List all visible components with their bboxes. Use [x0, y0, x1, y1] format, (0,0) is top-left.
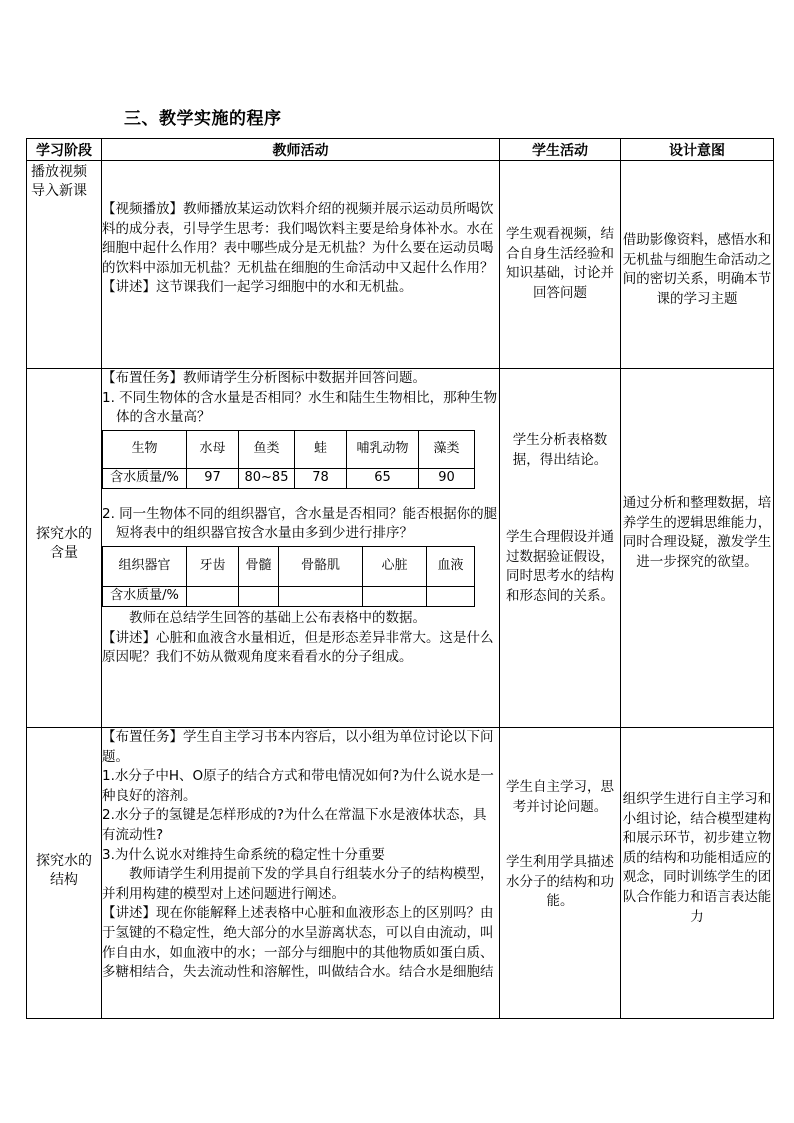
organism-water-table — [102, 430, 475, 489]
table-cell: 65 — [347, 468, 419, 488]
teacher-intro: 【布置任务】教师请学生分析图标中数据并回答问题。 — [102, 370, 426, 386]
table-cell: 血液 — [427, 546, 475, 586]
teacher-lecture: 【讲述】心脏和血液含水量相近，但是形态差异非常大。这是什么原因呢？我们不妨从微观角度来看看水的分子组成。 — [102, 629, 494, 666]
table-cell — [279, 586, 363, 606]
table-cell: 97 — [187, 468, 239, 488]
teaching-procedure-table — [26, 138, 774, 1019]
design-text: 组织学生进行自主学习和小组讨论，结合模型建构和展示环节，初步建立物质的结构和功能相适应的观念，同时训练学生的团队合作能力和语言表达能力 — [622, 791, 772, 925]
table-cell: 鱼类 — [239, 430, 295, 468]
teacher-paragraph: 3.为什么说水对维持生命系统的稳定性十分重要 — [102, 846, 385, 863]
table-cell: 90 — [419, 468, 475, 488]
stage-cell — [27, 161, 102, 369]
teacher-paragraph: 【讲述】这节课我们一起学习细胞中的水和无机盐。 — [102, 279, 413, 296]
table-cell: 藻类 — [419, 430, 475, 468]
organ-water-table — [102, 546, 475, 607]
table-cell: 哺乳动物 — [347, 430, 419, 468]
table-cell: 组织器官 — [103, 546, 187, 586]
teacher-paragraph: 教师请学生利用提前下发的学具自行组装水分子的结构模型，并利用构建的模型对上述问题进行阐述。 — [102, 866, 494, 902]
stage-label: 探究水的含量 — [36, 526, 92, 561]
table-header-row — [27, 139, 774, 161]
teacher-activity-cell — [102, 161, 500, 369]
table-cell: 骨髓 — [239, 546, 279, 586]
table-cell: 牙齿 — [187, 546, 239, 586]
teacher-activity-cell — [102, 728, 500, 1019]
design-intent-cell — [621, 161, 774, 369]
design-intent-cell — [621, 728, 774, 1019]
question-2: 2. 同一生物体不同的组织器官，含水量是否相同？能否根据你的腿短将表中的组织器官按含水量由多到少进行排序？ — [102, 505, 498, 542]
design-intent-cell — [621, 369, 774, 728]
header-teacher-activity: 教师活动 — [102, 139, 500, 161]
stage-label: 播放视频导入新课 — [31, 164, 87, 199]
teacher-paragraph: 2.水分子的氢键是怎样形成的?为什么在常温下水是液体状态，具有流动性? — [102, 807, 487, 843]
header-design-intent: 设计意图 — [621, 139, 774, 161]
design-text: 通过分析和整理数据，培养学生的逻辑思维能力，同时合理设疑，激发学生进一步探究的欲望。 — [622, 495, 772, 570]
teacher-paragraph: 【布置任务】学生自主学习书本内容后，以小组为单位讨论以下问题。 — [102, 729, 494, 765]
student-text: 学生利用学具描述水分子的结构和功能。 — [506, 854, 614, 910]
teacher-summary: 教师在总结学生回答的基础上公布表格中的数据。 — [129, 609, 426, 626]
table-cell: 含水质量/% — [103, 468, 187, 488]
student-text: 学生自主学习，思考并讨论问题。 — [506, 779, 614, 815]
teacher-paragraph: 【讲述】现在你能解释上述表格中心脏和血液形态上的区别吗？由于氢键的不稳定性，绝大部分的水呈游离状态，可以自由流动，叫作自由水，如血液中的水；一部分与细胞中的其他物质如蛋白质、多糖相结合，失去流动性和溶解性，叫做结合水。结合水是细胞结 — [102, 905, 494, 981]
table-cell: 蛙 — [295, 430, 347, 468]
student-activity-cell — [500, 369, 621, 728]
stage-cell — [27, 728, 102, 1019]
student-text: 学生观看视频，结合自身生活经验和知识基础，讨论并回答问题 — [506, 226, 614, 301]
table-cell: 骨骼肌 — [279, 546, 363, 586]
teacher-paragraph: 【视频播放】教师播放某运动饮料介绍的视频并展示运动员所喝饮料的成分表，引导学生思考：我们喝饮料主要是给身体补水。水在细胞中起什么作用？表中哪些成分是无机盐？为什么要在运动员喝的饮料中添加无机盐？无机盐在细胞的生命活动中又起什么作用？ — [102, 201, 494, 276]
student-activity-cell — [500, 728, 621, 1019]
table-cell: 生物 — [103, 430, 187, 468]
table-row — [27, 369, 774, 728]
table-cell: 含水质量/% — [103, 586, 187, 606]
design-text: 借助影像资料，感悟水和无机盐与细胞生命活动之间的密切关系，明确本节课的学习主题 — [622, 232, 772, 307]
header-stage: 学习阶段 — [27, 139, 102, 161]
stage-cell — [27, 369, 102, 728]
section-title: 三、教学实施的程序 — [124, 109, 282, 129]
table-row — [27, 728, 774, 1019]
teacher-activity-cell — [102, 369, 500, 728]
student-activity-cell — [500, 161, 621, 369]
student-text: 学生合理假设并通过数据验证假设，同时思考水的结构和形态间的关系。 — [506, 529, 614, 604]
table-cell — [187, 586, 239, 606]
table-cell: 心脏 — [363, 546, 427, 586]
table-cell: 水母 — [187, 430, 239, 468]
table-cell — [363, 586, 427, 606]
table-cell: 80~85 — [239, 468, 295, 488]
student-text: 学生分析表格数据，得出结论。 — [512, 432, 608, 468]
table-row — [27, 161, 774, 369]
table-cell: 78 — [295, 468, 347, 488]
teacher-paragraph: 1.水分子中H、O原子的结合方式和带电情况如何?为什么说水是一种良好的溶剂。 — [102, 768, 494, 804]
table-cell — [239, 586, 279, 606]
stage-label: 探究水的结构 — [36, 853, 92, 888]
table-cell — [427, 586, 475, 606]
question-1: 1. 不同生物体的含水量是否相同？水生和陆生生物相比，那种生物体的含水量高？ — [102, 389, 498, 426]
header-student-activity: 学生活动 — [500, 139, 621, 161]
